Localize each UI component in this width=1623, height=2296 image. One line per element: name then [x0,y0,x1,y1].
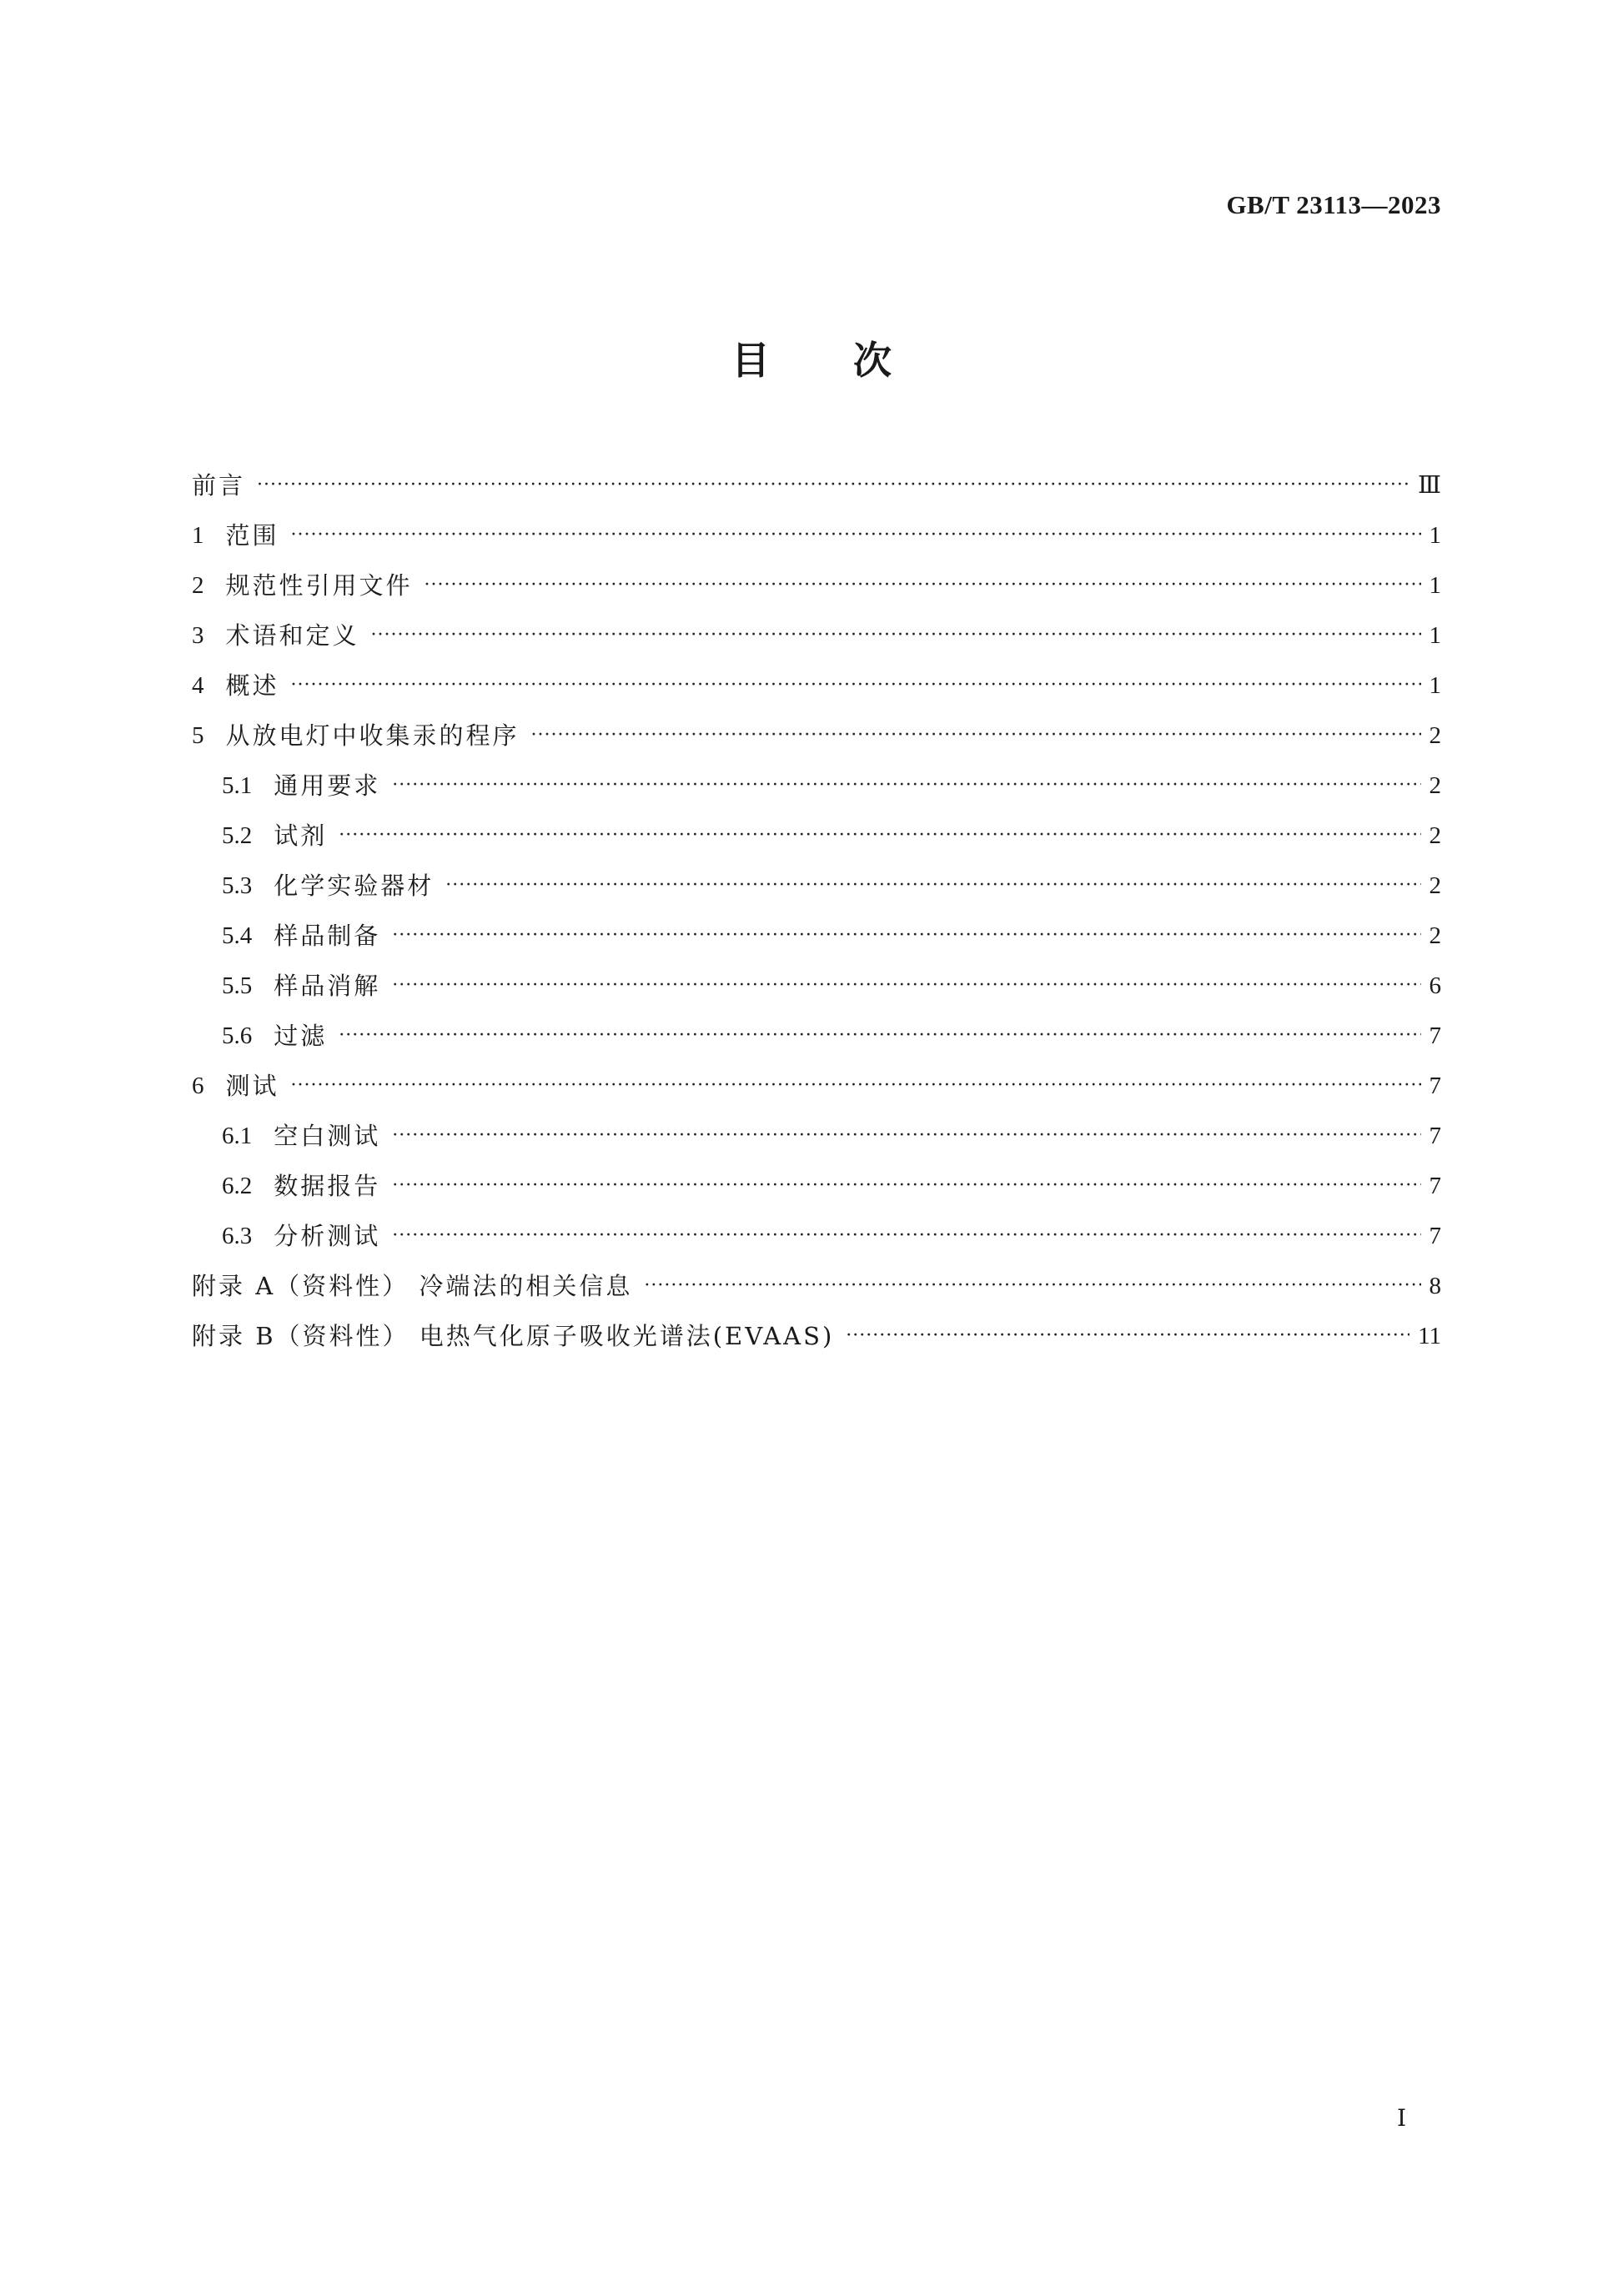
toc-entry-title: 分析测试 [274,1222,381,1250]
toc-entry-number: 3 [192,622,204,649]
toc-dot-leader [425,571,1421,600]
toc-entry-number: 6 [192,1073,204,1099]
toc-dot-leader [291,671,1421,700]
toc-entry[interactable] [192,1261,1441,1311]
toc-entry-number: 5.5 [222,972,253,999]
toc-entry-page: 7 [1429,1223,1441,1249]
toc-entry[interactable] [192,811,1441,861]
toc-dot-leader [291,1072,1421,1100]
toc-entry[interactable] [192,911,1441,961]
toc-entry-title: 数据报告 [274,1172,381,1200]
toc-entry-title: 化学实验器材 [274,872,435,900]
toc-entry-page: 1 [1429,622,1441,649]
toc-entry[interactable] [192,861,1441,911]
toc-entry-title: 测试 [225,1072,279,1100]
toc-entry-number: 6.1 [222,1123,253,1149]
toc-entry-number: 1 [192,522,204,549]
toc-entry-page: 2 [1429,722,1441,749]
toc-entry-title: 样品制备 [274,922,381,950]
toc-entry-title: 附录 A（资料性） 冷端法的相关信息 [192,1272,633,1300]
toc-dot-leader [339,1022,1420,1050]
toc-entry[interactable] [192,510,1441,560]
toc-entry-page: 11 [1418,1323,1441,1349]
toc-entry-number: 5.1 [222,772,253,799]
toc-entry-page: 2 [1429,922,1441,949]
toc-entry-page: Ⅲ [1418,472,1441,499]
toc-dot-leader [392,1122,1420,1150]
toc-entry[interactable] [192,761,1441,811]
toc-entry-number: 6.3 [222,1223,253,1249]
toc-entry[interactable] [192,460,1441,510]
toc-entry[interactable] [192,1061,1441,1111]
toc-entry-page: 1 [1429,672,1441,699]
toc-entry-title: 附录 B（资料性） 电热气化原子吸收光谱法(EVAAS) [192,1322,835,1350]
toc-dot-leader [392,922,1420,950]
toc-entry[interactable] [192,1111,1441,1161]
toc-dot-leader [339,821,1420,850]
toc-entry-number: 4 [192,672,204,699]
table-of-contents [192,460,1441,1361]
toc-entry-page: 8 [1429,1273,1441,1299]
toc-entry[interactable] [192,560,1441,610]
toc-entry-page: 1 [1429,522,1441,549]
toc-entry-title: 过滤 [274,1022,328,1050]
toc-entry-number: 2 [192,572,204,599]
toc-entry-title: 术语和定义 [225,621,359,650]
toc-entry-number: 6.2 [222,1173,253,1199]
standard-number: GB/T 23113—2023 [1226,190,1441,219]
toc-entry-title: 从放电灯中收集汞的程序 [225,721,520,750]
toc-entry-page: 2 [1429,822,1441,849]
toc-entry-page: 2 [1429,772,1441,799]
toc-dot-leader [846,1322,1409,1350]
toc-entry[interactable] [192,1011,1441,1061]
toc-entry[interactable] [192,711,1441,761]
toc-dot-leader [392,771,1420,800]
toc-entry-title: 规范性引用文件 [225,571,413,600]
toc-entry-page: 1 [1429,572,1441,599]
toc-entry-number: 5 [192,722,204,749]
toc-dot-leader [371,621,1421,650]
toc-entry-page: 2 [1429,872,1441,899]
toc-entry[interactable] [192,1211,1441,1261]
toc-dot-leader [644,1272,1420,1300]
toc-dot-leader [392,1222,1420,1250]
toc-entry-page: 7 [1429,1123,1441,1149]
toc-dot-leader [445,872,1420,900]
toc-dot-leader [291,521,1421,550]
toc-entry-page: 7 [1429,1073,1441,1099]
toc-entry-page: 7 [1429,1022,1441,1049]
toc-entry-title: 前言 [192,471,246,500]
toc-entry[interactable] [192,610,1441,661]
toc-entry-number: 5.4 [222,922,253,949]
toc-entry[interactable] [192,661,1441,711]
toc-entry-title: 空白测试 [274,1122,381,1150]
toc-entry-number: 5.2 [222,822,253,849]
toc-entry-page: 7 [1429,1173,1441,1199]
toc-entry-title: 概述 [225,671,279,700]
page-number: Ⅰ [1396,2106,1406,2132]
toc-entry-number: 5.6 [222,1022,253,1049]
toc-entry-page: 6 [1429,972,1441,999]
toc-entry[interactable] [192,961,1441,1011]
toc-entry-number: 5.3 [222,872,253,899]
toc-entry-title: 通用要求 [274,771,381,800]
toc-dot-leader [392,1172,1420,1200]
toc-dot-leader [392,972,1420,1000]
page-title: 目次 [731,338,975,383]
toc-entry[interactable] [192,1311,1441,1361]
toc-entry-title: 范围 [225,521,279,550]
toc-dot-leader [257,471,1409,500]
toc-entry-title: 样品消解 [274,972,381,1000]
toc-entry-title: 试剂 [274,821,328,850]
toc-dot-leader [531,721,1421,750]
toc-entry[interactable] [192,1161,1441,1211]
